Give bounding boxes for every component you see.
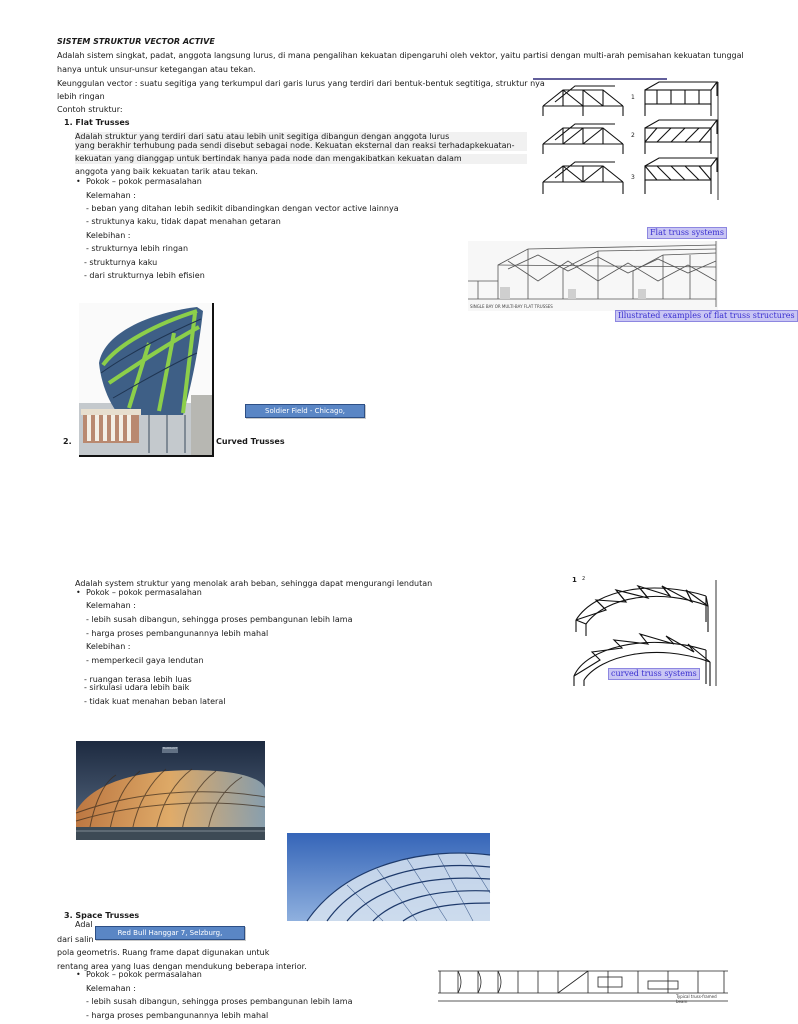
curved-truss-systems-caption: curved truss systems: [608, 668, 700, 680]
flat-desc-line-3: kekuatan yang dianggap untuk bertindak hanya pada node dan mengakibatkan kekuatan dalam: [75, 154, 527, 164]
flat-desc-line-1: Adalah struktur yang terdiri dari satu atau lebih unit segitiga dibangun dengan anggota lurus: [75, 132, 527, 142]
flat-truss-systems-diagram: [533, 78, 721, 202]
curved-weakness-2: - harga proses pembangunannya lebih mahal: [86, 629, 269, 638]
curved-diagram-label-1: 1: [572, 576, 577, 584]
space-drawing-note: Typical truss-framed beam: [676, 994, 717, 1004]
space-truss-drawing: [438, 967, 728, 1007]
curved-diagram-label-2: 2: [582, 576, 586, 582]
diagram-number-2: 2: [631, 132, 635, 139]
diagram-number-1: 1: [631, 94, 635, 101]
curved-strength-1: - memperkecil gaya lendutan: [86, 656, 204, 665]
diagram-number-3: 3: [631, 174, 635, 181]
curved-desc: Adalah system struktur yang menolak arah beban, sehingga dapat mengurangi lendutan: [75, 579, 433, 588]
flat-strength-3: - dari strukturnya lebih efisien: [84, 271, 205, 280]
flat-strength-2: - strukturnya kaku: [84, 258, 158, 267]
space-desc-line-1a: Adal: [75, 920, 93, 929]
flat-truss-examples-caption: Illustrated examples of flat truss structures: [615, 310, 798, 322]
curved-strength-label: Kelebihan :: [86, 642, 131, 651]
red-bull-hangar-caption: Red Bull Hanggar 7, Selzburg,: [95, 926, 245, 940]
intro-line-2: hanya untuk unsur-unsur ketegangan atau tekan.: [57, 65, 256, 74]
flat-trusses-heading: 1. Flat Trusses: [64, 118, 130, 127]
space-desc-line-1b: dari salin: [57, 935, 94, 944]
flat-drawing-note: SINGLE BAY OR MULTI-BAY FLAT TRUSSES: [470, 304, 553, 309]
flat-bullet-issues: • Pokok – pokok permasalahan: [86, 177, 202, 187]
space-bullet-issues: • Pokok – pokok permasalahan: [86, 970, 202, 980]
space-weakness-label: Kelemahan :: [86, 984, 136, 993]
curved-strength-4: - tidak kuat menahan beban lateral: [84, 697, 226, 706]
space-weakness-2: - harga proses pembangunannya lebih mahal: [86, 1011, 269, 1020]
curved-weakness-label: Kelemahan :: [86, 601, 136, 610]
intro-line-1: Adalah sistem singkat, padat, anggota langsung lurus, di mana pengalihan kekuatan dipengaruhi oleh vektor, yaitu partisi dengan multi-arah pemisahan kekuatan tunggal: [57, 51, 744, 60]
curved-trusses-number: 2.: [63, 437, 72, 446]
flat-truss-perspective-drawing: [468, 241, 718, 311]
curved-strength-3: - sirkulasi udara lebih baik: [84, 683, 190, 692]
flat-weakness-1: - beban yang ditahan lebih sedikit dibandingkan dengan vector active lainnya: [86, 204, 399, 213]
space-desc-line-2: pola geometris. Ruang frame dapat digunakan untuk: [57, 948, 270, 957]
soldier-field-caption: Soldier Field - Chicago,: [245, 404, 365, 418]
examples-label: Contoh struktur:: [57, 105, 123, 114]
curved-weakness-1: - lebih susah dibangun, sehingga proses pembangunan lebih lama: [86, 615, 353, 624]
flat-strength-1: - strukturnya lebih ringan: [86, 244, 189, 253]
flat-strength-label: Kelebihan :: [86, 231, 131, 240]
curved-bullet-issues: • Pokok – pokok permasalahan: [86, 588, 202, 598]
flat-weakness-2: - struktunya kaku, tidak dapat menahan getaran: [86, 217, 281, 226]
space-trusses-heading: 3. Space Trusses: [64, 911, 140, 920]
space-desc-line-3: rentang area yang luas dengan mendukung beberapa interior.: [57, 962, 307, 971]
curved-glass-building-photo: [76, 741, 265, 840]
curved-strength-2: - ruangan terasa lebih luas: [84, 675, 192, 684]
space-weakness-1: - lebih susah dibangun, sehingga proses pembangunan lebih lama: [86, 997, 353, 1006]
advantage-line-1: Keunggulan vector : suatu segitiga yang terkumpul dari garis lurus yang terdiri dari bentuk-bentuk segtitiga, struktur nya: [57, 79, 545, 88]
flat-desc-line-4: anggota yang baik kekuatan tarik atau tekan.: [75, 167, 258, 176]
document-title: SISTEM STRUKTUR VECTOR ACTIVE: [57, 37, 215, 46]
soldier-field-photo: [79, 303, 214, 457]
flat-truss-systems-caption: Flat truss systems: [647, 227, 727, 239]
flat-weakness-label: Kelemahan :: [86, 191, 136, 200]
red-bull-hangar-photo: [287, 833, 490, 921]
flat-desc-line-2: yang berakhir terhubung pada sendi disebut sebagai node. Kekuatan eksternal dan reaksi terhadapkekuatan-: [75, 141, 527, 151]
curved-trusses-heading: Curved Trusses: [216, 437, 285, 446]
advantage-line-2: lebih ringan: [57, 92, 105, 101]
building-sign: BARRANT: [163, 746, 178, 750]
